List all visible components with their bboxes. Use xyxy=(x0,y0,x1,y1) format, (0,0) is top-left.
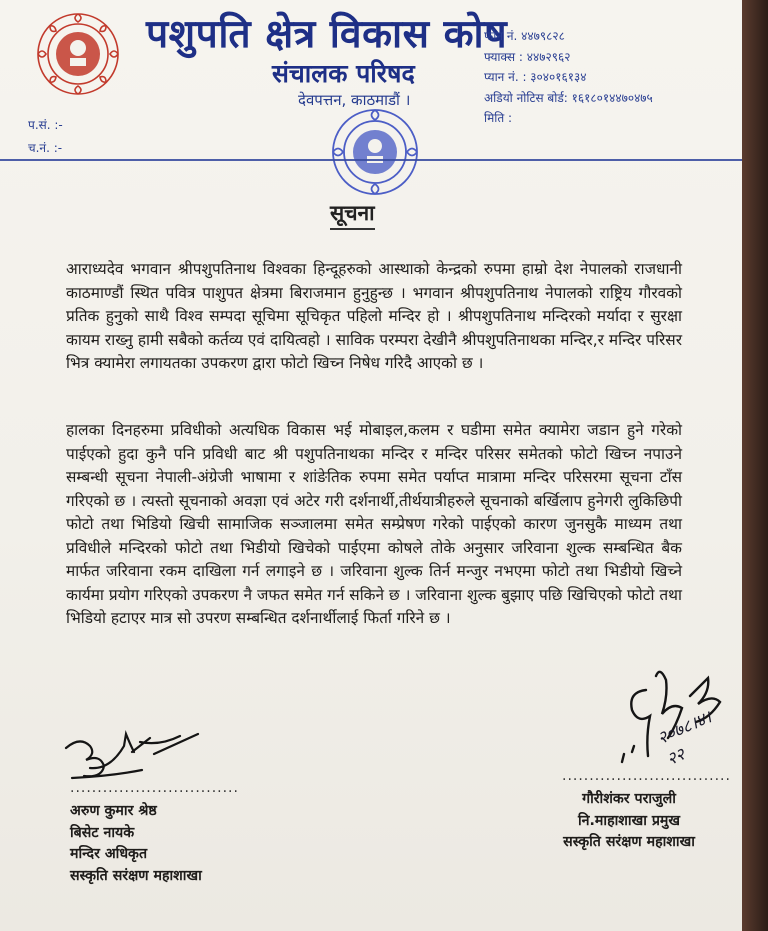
left-signature xyxy=(60,724,210,784)
header-divider xyxy=(0,159,742,161)
paragraph-2-text: हालका दिनहरुमा प्रविधीको अत्यधिक विकास भई मोबाइल,कलम र घडीमा समेत क्यामेरा जडान हुने गरेको पाईएको हुदा कुनै पनि प्रविधी बाट श्री पशुपतिनाथका मन्दिर र मन्दिर परिसर समेतको फोटो खिच्न नपाउने सम्बन्धी सूचना नेपाली-अंग्रेजी भाषामा र शांङेतिक रुपमा समेत पर्याप्त मात्रामा मन्दिर परिसरमा सूचना टाँस गरिएको छ । त्यस्तो सूचनाको अवज्ञा एवं अटेर गरी दर्शनार्थी,तीर्थयात्रीहरुले सूचनाको बर्खिलाप हुनेगरी लुकिछिपी फोटो तथा भिडियो खिची सामाजिक सञ्जालमा समेत सम्प्रेषण गरेको पाईएको कारण जुनसुकै माध्यम तथा प्रविधीले मन्दिरको फोटो तथा भिडीयो खिचेको पाईएमा कोषले तोके अनुसार जरिवाना शुल्क सम्बन्धित बैक मार्फत जरिवाना रकम दाखिला गर्न लगाइने छ । जरिवाना शुल्क तिर्न मन्जुर नभएमा फोटो तथा भिडीयो खिच्ने कार्यमा प्रयोग गरिएको उपकरण नै जफत समेत गर्न सकिने छ । जरिवाना शुल्क बुझाए पछि खिचिएको फोटो तथा भिडियो हटाएर मात्र सो उपरण सम्बन्धित दर्शनार्थीलाई फिर्ता गरिने छ । xyxy=(66,421,682,627)
blue-seal-stamp xyxy=(326,104,424,200)
fax-number: फ्याक्स : ४४७२९६२ xyxy=(484,49,571,64)
background-edge xyxy=(742,0,768,931)
left-signatory-title-3: सस्कृति सरंक्षण महाशाखा xyxy=(70,867,202,884)
left-signatory xyxy=(70,801,202,887)
left-signature-line: ............................... xyxy=(70,780,239,796)
right-signatory-title-2: सस्कृति सरंक्षण महाशाखा xyxy=(563,834,695,850)
right-signatory-title-1: नि.माहाशाखा प्रमुख xyxy=(577,812,680,829)
audio-notice-board: अडियो नोटिस बोर्ड: १६१८०१४४७०४७५ xyxy=(484,90,653,105)
left-signatory-title-2: मन्दिर अधिकृत xyxy=(70,846,148,862)
dispatch-number-label: च.नं. :- xyxy=(28,141,63,155)
left-signatory-name: अरुण कुमार श्रेष्ठ xyxy=(70,803,157,819)
notice-heading: सूचना xyxy=(330,199,375,230)
left-signatory-title-1: बिसेट नायके xyxy=(70,824,135,841)
date-label: मिति : xyxy=(484,111,513,125)
paragraph-1-text: आराध्यदेव भगवान श्रीपशुपतिनाथ विश्वका हिन्दूहरुको आस्थाको केन्द्रको रुपमा हाम्रो देश नेपालको राजधानी काठमाण्डौं स्थित पवित्र पाशुपत क्षेत्रमा बिराजमान हुनुहुन्छ । भगवान श्रीपशुपतिनाथ नेपालको राष्ट्रिय गौरवको प्रतिक हुनुको साथै विश्व सम्पदा सूचिमा सूचिकृत पहिलो मन्दिर हो । श्रीपशुपतिनाथ मन्दिरको मर्यादा र सुरक्षा कायम राख्नु हामी सबैको कर्तव्य एवं दायित्वहो । साविक परम्परा देखीनै श्रीपशुपतिनाथका मन्दिर,र मन्दिर परिसर भित्र क्यामेरा लगायतका उपकरण द्वारा फोटो खिच्न निषेध गरिदै आएको छ । xyxy=(66,260,682,372)
right-signature-line: ............................... xyxy=(562,768,731,784)
notice-paragraph-2 xyxy=(66,419,682,631)
organization-name: पशुपति क्षेत्र विकास कोष xyxy=(146,12,508,57)
letter-number-label: प.सं. :- xyxy=(28,118,63,132)
organization-address: देवपत्तन, काठमाडौं । xyxy=(298,91,411,109)
handwritten-date: २०७८।४।२२ xyxy=(654,707,715,770)
contact-block xyxy=(484,26,653,129)
right-signatory-name: गौरीशंकर पराजुली xyxy=(582,791,676,807)
right-signatory xyxy=(534,789,724,854)
council-title: संचालक परिषद xyxy=(272,59,415,88)
notice-paragraph-1 xyxy=(66,258,682,376)
pan-number: प्यान नं. : ३०४०१६१३४ xyxy=(484,70,587,84)
org-emblem-red xyxy=(30,8,126,100)
phone-number: फोन नं. ४४७९८२८ xyxy=(484,29,565,43)
